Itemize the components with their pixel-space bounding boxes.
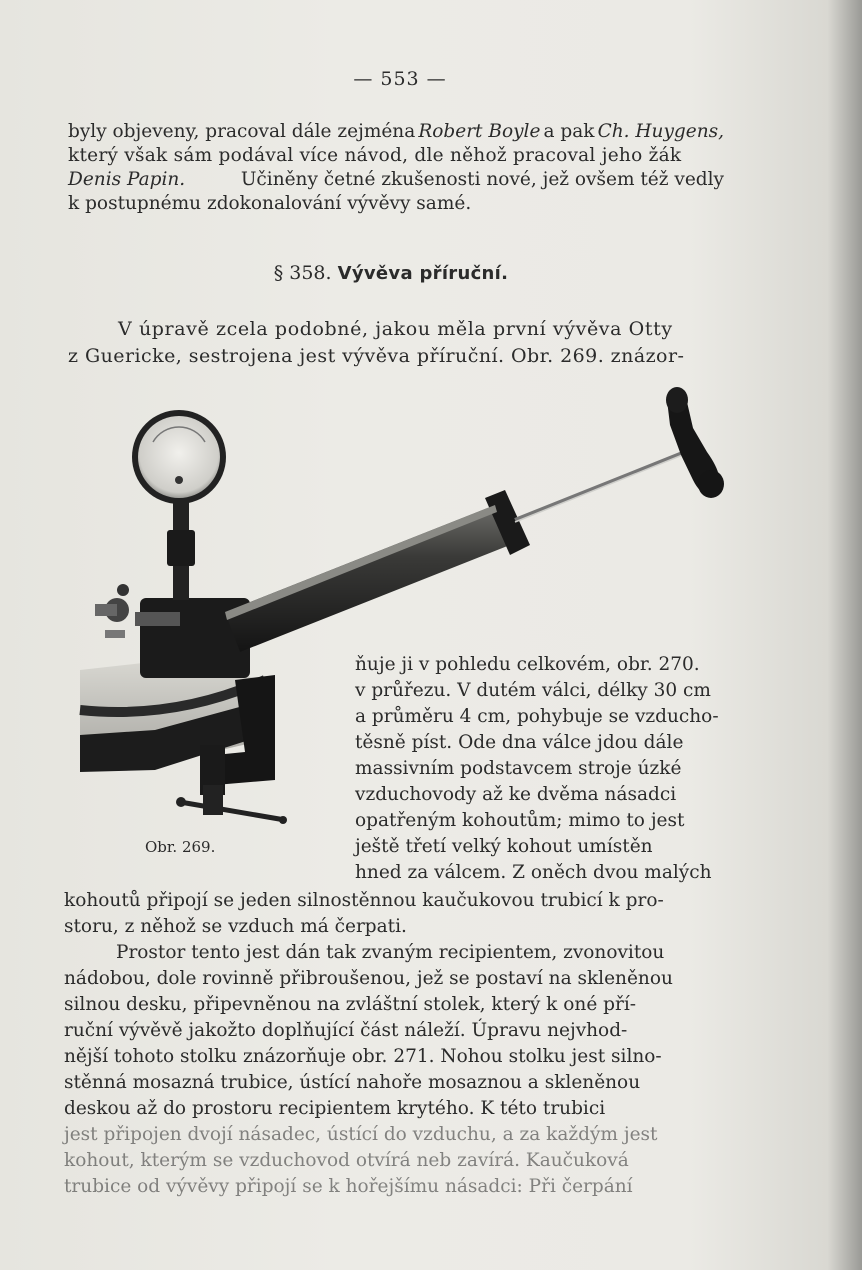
intro-line-3: Denis Papin. Učiněny četné zkušenosti nové, jež ovšem též vedly (68, 169, 724, 190)
side-line-8: ještě třetí velký kohout umístěn (355, 836, 653, 857)
body-line-4: nádobou, dole rovinně přibroušenou, jež se postaví na skleněnou (64, 968, 673, 989)
body-line-11: kohout, kterým se vzduchovod otvírá neb zavírá. Kaučuková (64, 1150, 629, 1171)
body-line-6: ruční vývěvě jakožto doplňující část náleží. Úpravu nejvhod- (64, 1020, 628, 1041)
name-denis-papin: Denis Papin. (68, 169, 186, 190)
body-line-10: jest připojen dvojí násadec, ústící do vzduchu, a za každým jest (64, 1124, 658, 1145)
pump-block (95, 584, 250, 678)
section-line-2: z Guericke, sestrojena jest vývěva příruční. Obr. 269. znázor- (68, 345, 685, 367)
t-handle (666, 387, 724, 498)
intro-line-2: který však sám podával více návod, dle něhož pracoval jeho žák (68, 145, 682, 166)
body-line-3: Prostor tento jest dán tak zvaným recipientem, zvonovitou (116, 942, 665, 963)
body-line-1: kohoutů připojí se jeden silnostěnnou kaučukovou trubicí k pro- (64, 890, 664, 911)
side-line-1: ňuje ji v pohledu celkovém, obr. 270. (355, 654, 700, 675)
body-line-7: nější tohoto stolku znázorňuje obr. 271. Nohou stolku jest silno- (64, 1046, 662, 1067)
side-line-6: vzduchovody až ke dvěma násadci (355, 784, 677, 805)
side-text-block (355, 652, 725, 886)
name-huygens: Ch. Huygens, (597, 121, 724, 142)
name-robert-boyle: Robert Boyle (418, 121, 541, 142)
section-line-1: V úpravě zcela podobné, jakou měla první vývěva Otty (118, 318, 673, 340)
section-paragraph (68, 316, 724, 370)
figure-caption: Obr. 269. (145, 838, 216, 856)
side-line-3: a průměru 4 cm, pohybuje se vzducho- (355, 706, 719, 727)
section-heading (0, 262, 782, 284)
section-title: Vývěva příruční. (337, 263, 509, 284)
page-number: — 553 — (353, 68, 447, 90)
side-line-2: v průřezu. V dutém válci, délky 30 cm (355, 680, 711, 701)
side-line-9: hned za válcem. Z oněch dvou malých (355, 862, 712, 883)
piston-rod (515, 452, 685, 522)
body-line-9: deskou až do prostoru recipientem krytého. K této trubici (64, 1098, 606, 1119)
side-line-7: opatřeným kohoutům; mimo to jest (355, 810, 685, 831)
intro-line-1: byly objeveny, pracoval dále zejména Robert Boyle a pak Ch. Huygens, (68, 121, 724, 142)
section-number: § 358. (273, 262, 332, 284)
intro-paragraph (68, 120, 724, 216)
side-line-4: těsně píst. Ode dna válce jdou dále (355, 732, 684, 753)
body-line-5: silnou desku, připevněnou na zvláštní stolek, který k oné pří- (64, 994, 637, 1015)
body-line-2: storu, z něhož se vzduch má čerpati. (64, 916, 407, 937)
body-line-8: stěnná mosazná trubice, ústící nahoře mosaznou a skleněnou (64, 1072, 641, 1093)
side-line-5: massivním podstavcem stroje úzké (355, 758, 682, 779)
intro-line-4: k postupnému zdokonalování vývěvy samé. (68, 193, 472, 214)
body-line-12: trubice od vývěvy připojí se k hořejšímu násadci: Při čerpání (64, 1176, 633, 1197)
pump-barrel (225, 490, 530, 652)
body-text-block (64, 888, 724, 1200)
pressure-gauge (132, 410, 226, 600)
